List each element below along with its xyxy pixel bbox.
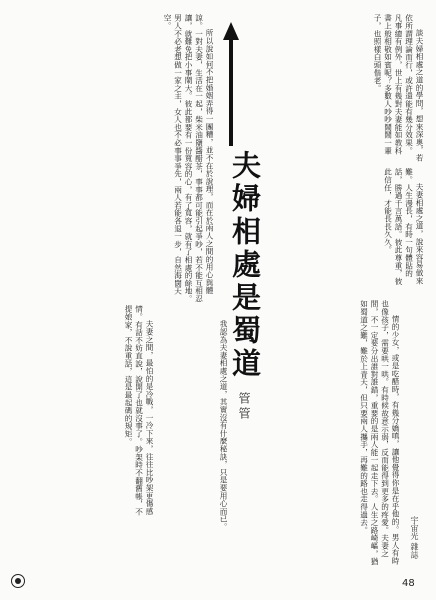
- body-column-middle: [14, 305, 154, 520]
- article-title: 夫婦相處是蜀道: [228, 150, 262, 381]
- body-lower-center-text: 我認為夫妻相處之道，其實沒有什麼秘訣，只是要用心而已。: [219, 320, 228, 531]
- body-top-text: 所以說如何不把婚姻弄得一團糟，並不在於說理，而在於兩人之間的用心與體諒。一對夫妻，生活在一起，柴米油鹽醬醋茶，事事都可能引起爭吵，若不能互相忍讓，就難免把小事鬧大。彼此都要有一份寬容的心，有了寬容，就有了相處的餘地。男人不必老想做一家之主，女人也不必事事爭先，兩人若能各退一步，自然海闊天空。: [163, 14, 214, 303]
- body-column-right-middle: [262, 168, 424, 288]
- article-author: 管管: [237, 392, 251, 422]
- circle-mark-icon: [11, 574, 25, 588]
- body-mid-text: 夫妻之間，最怕的是冷戰，一冷下來，往往比吵架更傷感情。有話不妨直說，說開了也就沒事了。吵架時不翻舊帳，不提娘家，不說重話，這是最起碼的規矩。: [124, 305, 154, 516]
- body-column-lower-center: [170, 305, 228, 545]
- up-arrow-icon: [223, 22, 239, 146]
- magazine-stamp: 宇宙光 雜誌: [410, 516, 419, 559]
- intro-paragraph: [234, 14, 424, 162]
- intro-text: 談夫婦相處之道的學問，想來深奧，若依所謂理論而行，或許還能有幾分效果。凡事總有例外，世上有幾對夫妻能如教科書上般相敬如賓呢？多數人吵吵鬧鬧一輩子，也照樣白頭偕老。: [373, 14, 424, 162]
- body-right-text: 情的少女，或是吃醋時，有幾分嬌嗔，讓他覺得你是在乎他的。男人有時也像孩子，需要哄一哄。有時候故意示弱，反而能得到更多的疼愛。夫妻之間，不一定要分出誰對誰錯，重要的是兩人能一起走下去。人生之路崎嶇，猶如蜀道之難，難於上青天，但只要兩人攜手，再難的路也走得過去。: [359, 300, 400, 566]
- page-number: 48: [402, 578, 415, 589]
- body-column-right: [240, 300, 400, 570]
- body-column-top: [14, 14, 214, 304]
- body-right-mid-text: 夫妻相處之道，說來容易做來難。人生漫長，有時一句體貼的話，勝過千言萬語。彼此尊重，彼此信任，才能長長久久。: [383, 168, 424, 285]
